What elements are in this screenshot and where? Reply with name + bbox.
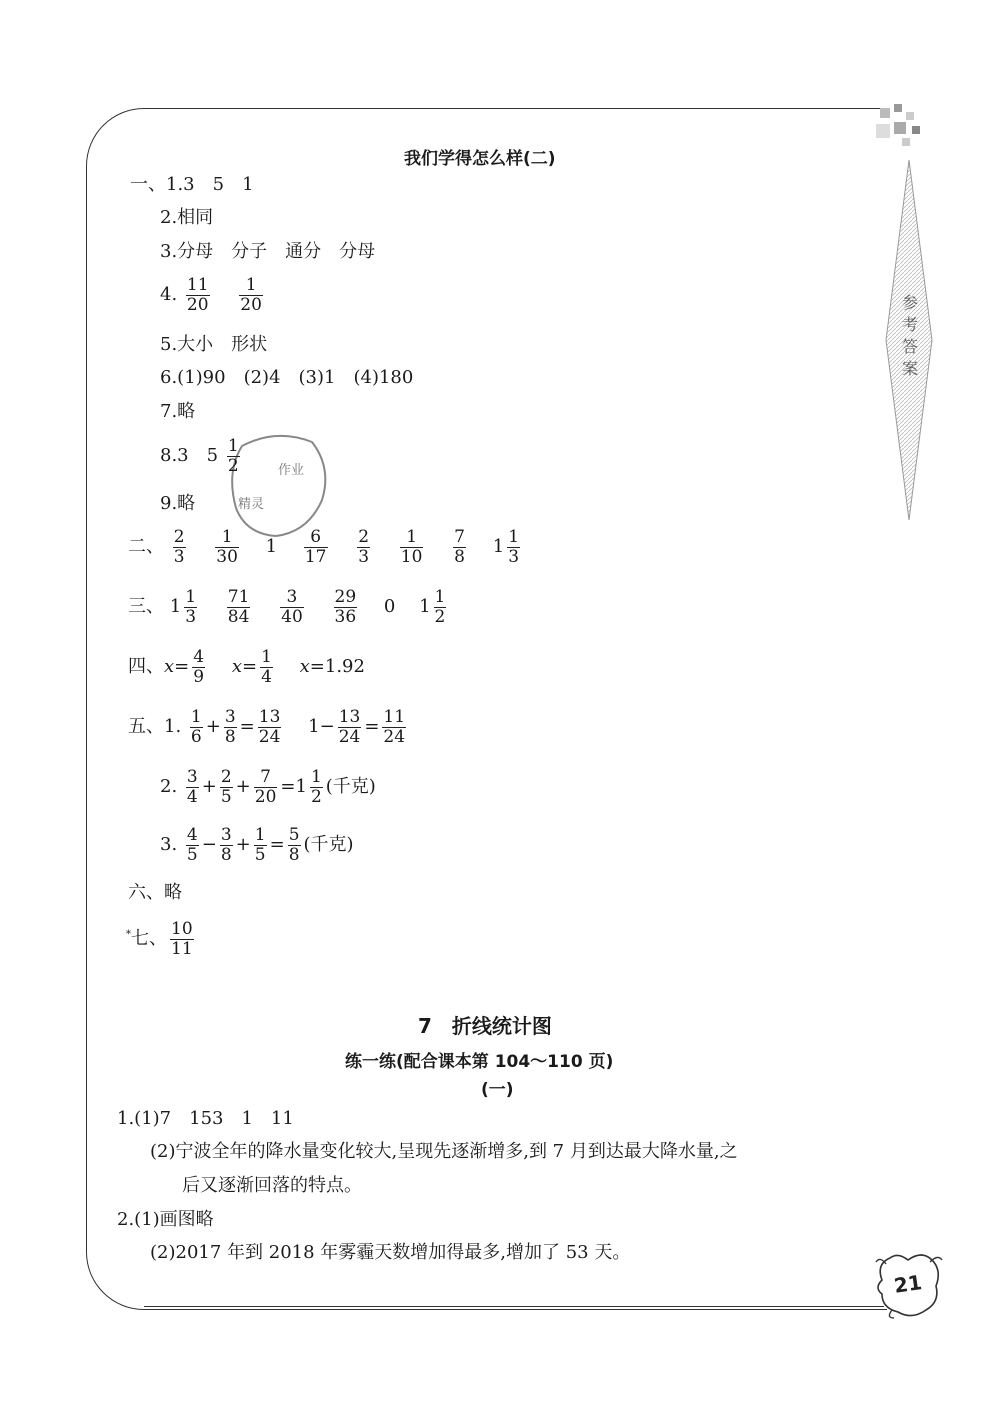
corner-squares-icon xyxy=(872,102,932,152)
q5-item3: 3. $\frac{4}{5}$ − $\frac{3}{8}$ + $\frac{1}{5}$ = $\frac{5}{8}$ (千克) xyxy=(160,825,354,865)
fraction: $\frac{11}{20}$ xyxy=(186,275,209,315)
s2-line5: (2)2017 年到 2018 年雾霾天数增加得最多,增加了 53 天。 xyxy=(150,1242,631,1263)
q1-item3: 3.分母 分子 通分 分母 xyxy=(160,241,376,262)
q1-item7: 7.略 xyxy=(160,401,196,422)
q1-item8: 8.3 5 $\frac{1}{2}$ xyxy=(160,436,239,476)
fraction: $\frac{1}{2}$ xyxy=(227,436,239,476)
q5-item1: 五、1. $\frac{1}{6}$ + $\frac{3}{8}$ = $\frac{13}{24}$ 1− $\frac{13}{24}$ = $\frac{11}{24}$ xyxy=(128,707,406,747)
s2-line4: 2.(1)画图略 xyxy=(117,1209,214,1230)
section1-title: 我们学得怎么样(二) xyxy=(404,149,556,169)
s2-line3: 后又逐渐回落的特点。 xyxy=(182,1175,362,1196)
q1-item9: 9.略 xyxy=(160,493,196,514)
q3-row: 三、 1 $\frac{1}{3}$ $\frac{71}{84}$ $\frac{3}{40}$ $\frac{29}{36}$ 0 1 $\frac{1}{2}$ xyxy=(128,587,446,627)
fraction: $\frac{1}{20}$ xyxy=(240,275,262,315)
frame-top-rule xyxy=(144,108,864,109)
s2-line2: (2)宁波全年的降水量变化较大,呈现先逐渐增多,到 7 月到达最大降水量,之 xyxy=(150,1141,738,1162)
q5-item2: 2. $\frac{3}{4}$ + $\frac{2}{5}$ + $\frac{7}{20}$ =1 $\frac{1}{2}$ (千克) xyxy=(160,767,376,807)
q7-row: *七、 $\frac{10}{11}$ xyxy=(126,919,193,959)
q1-item2: 2.相同 xyxy=(160,207,214,228)
section2-subtitle: 练一练(配合课本第 104～110 页) xyxy=(345,1052,614,1072)
q1-item6: 6.(1)90 (2)4 (3)1 (4)180 xyxy=(160,367,414,388)
stamp-text-1: 作业 xyxy=(278,463,305,478)
section2-part: (一) xyxy=(481,1080,514,1100)
q2-row: 二、 $\frac{2}{3}$ $\frac{1}{30}$ 1 $\frac{6}{17}$ $\frac{2}{3}$ $\frac{1}{10}$ $\frac{7}{8}$ 1 $\frac{1}{3}$ xyxy=(128,527,520,567)
stamp-text-2: 精灵 xyxy=(238,497,265,512)
page-number: 21 xyxy=(892,1270,924,1298)
q1-item5: 5.大小 形状 xyxy=(160,334,268,355)
q4-row: 四、x= $\frac{4}{9}$ x= $\frac{1}{4}$ x=1.92 xyxy=(128,647,365,687)
q6-row: 六、略 xyxy=(128,882,182,903)
section2-title: 7 折线统计图 xyxy=(418,1014,552,1038)
q1-item4: 4. $\frac{11}{20}$ $\frac{1}{20}$ xyxy=(160,275,262,315)
sidebar-label: 参考答案 xyxy=(901,293,918,378)
q1-item1: 一、1.3 5 1 xyxy=(130,174,254,195)
s2-line1: 1.(1)7 153 1 11 xyxy=(117,1108,294,1129)
frame-bottom-rule xyxy=(144,1306,884,1307)
